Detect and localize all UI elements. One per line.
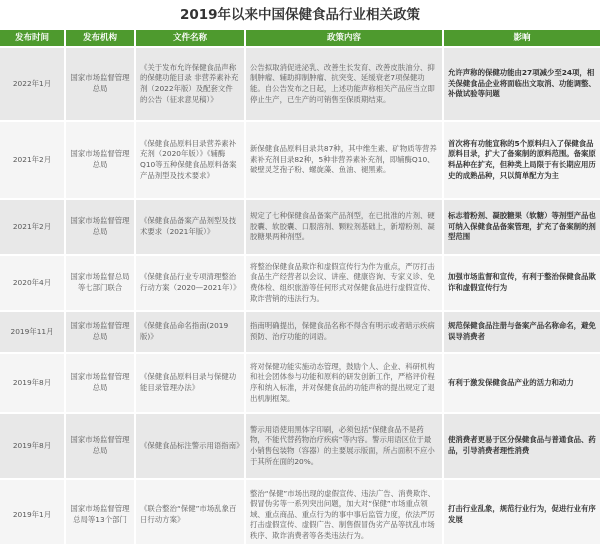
row-impact: 标志着粉剂、凝胶糖果（软糖）等剂型产品也可纳入保健食品备案管理，扩充了备案制的剂型范围	[448, 211, 596, 242]
table-row	[0, 256, 600, 312]
row-org: 国家市场监督管理总局	[66, 48, 136, 120]
row-org: 国家市场监督管理总局	[66, 312, 136, 352]
row-doc: 《保健食品原料目录与保健功能目录管理办法》	[136, 354, 246, 412]
header-doc: 文件名称	[136, 30, 246, 46]
row-date: 2019年8月	[0, 414, 66, 478]
header-date: 发布时间	[0, 30, 66, 46]
row-date: 2022年1月	[0, 48, 66, 120]
row-content: 将整治保健食品欺诈和虚假宣传行为作为重点，严厉打击食品生产经营者以会议、讲座、健康咨询、专家义诊、免费体检、组织旅游等任何形式对保健食品进行虚假宣传、欺诈营销的违法行为。	[246, 256, 444, 310]
row-org: 国家市场监督管理总局	[66, 200, 136, 254]
row-content: 规定了七种保健食品备案产品剂型，在已批准的片剂、硬胶囊、软胶囊、口服溶剂、颗粒剂基础上，新增粉剂、凝胶糖果两种剂型。	[246, 200, 444, 254]
row-org: 国家市场监督管理总局	[66, 354, 136, 412]
row-impact: 规范保健食品注册与备案产品名称命名，避免误导消费者	[448, 321, 596, 341]
row-impact: 有利于激发保健食品产业的活力和动力	[448, 377, 574, 387]
row-date: 2020年4月	[0, 256, 66, 310]
row-doc: 《联合整治“保健”市场乱象百日行动方案》	[136, 480, 246, 544]
row-date: 2019年11月	[0, 312, 66, 352]
row-content: 公告拟取消促进泌乳、改善生长发育、改善皮肤油分、抑制肿瘤、辅助抑制肿瘤、抗突变、延缓衰老7项保健功能。自公告发布之日起，上述功能声称相关产品应当立即停止生产，已生产的可销售至保质期结束。	[246, 48, 444, 120]
table-row	[0, 122, 600, 200]
row-doc: 《保健食品命名指南(2019版)》	[136, 312, 246, 352]
row-doc: 《保健食品备案产品剂型及技术要求（2021年版）》	[136, 200, 246, 254]
page-title: 2019年以来中国保健食品行业相关政策	[179, 7, 421, 23]
table-row	[0, 48, 600, 122]
row-doc: 《关于发布允许保健食品声称的保健功能目录 非营养素补充剂（2022年版）及配套文件的公告（征求意见稿）》	[136, 48, 246, 120]
table-row	[0, 414, 600, 480]
row-date: 2019年1月	[0, 480, 66, 544]
row-doc: 《保健食品标注警示用语指南》	[136, 414, 246, 478]
row-impact: 加强市场监督和宣传，有利于整治保健食品欺诈和虚假宣传行为	[448, 272, 596, 292]
row-date: 2019年8月	[0, 354, 66, 412]
row-impact: 打击行业乱象，规范行业行为，促进行业有序发展	[448, 504, 596, 524]
header-impact: 影响	[513, 33, 531, 43]
row-org: 国家市场监督管理总局	[66, 122, 136, 198]
row-org: 国家市场监督总局等七部门联合	[66, 256, 136, 310]
row-impact: 首次将有功能宣称的5个原料归入了保健食品原料目录，扩大了备案制的原料范围。备案原料品种在扩充，但种类上局限于有长期应用历史的成熟品种，只以简单配方为主	[448, 138, 596, 180]
row-impact: 使消费者更易于区分保健食品与普通食品、药品，引导消费者理性消费	[448, 435, 596, 455]
table-row	[0, 200, 600, 256]
row-content: 将对保健功能实施动态管理，鼓励个人、企业、科研机构和社会团体参与功能和原料的研发创新工作，严格评价程序和纳入标准，并对保健食品的功能声称的提出规定了退出机制框架。	[246, 354, 444, 412]
row-org: 国家市场监督管理总局等13个部门	[66, 480, 136, 544]
header-org: 发布机构	[66, 30, 136, 46]
row-org: 国家市场监督管理总局	[66, 414, 136, 478]
table-row	[0, 312, 600, 354]
row-doc: 《保健食品原料目录营养素补充剂（2020年版）》《辅酶Q10等五种保健食品原料备案产品剂型及技术要求》	[136, 122, 246, 198]
header-content: 政策内容	[246, 30, 444, 46]
table-row	[0, 354, 600, 414]
row-content: 新保健食品原料目录共87种，其中维生素、矿物质等营养素补充剂目录82种，5种非营养素补充剂，即辅酶Q10、破壁灵芝孢子粉、螺旋藻、鱼油、褪黑素。	[246, 122, 444, 198]
row-content: 整治“保健”市场出现的虚假宣传、违法广告、消费欺诈、假冒伪劣等一系列突出问题，加大对“保健”市场重点领域、重点商品、重点行为的事中事后监管力度，依法严厉打击虚假宣传、虚假广告、制售假冒伪劣产品等扰乱市场秩序、欺诈消费者等各类违法行为。	[246, 480, 444, 544]
row-content: 警示用语使用黑体字印刷，必须包括“保健食品不是药物，不能代替药物治疗疾病”等内容。警示用语区位于最小销售包装物（容器）的主要展示版面，所占面积不应小于其所在面的20%。	[246, 414, 444, 478]
row-doc: 《保健食品行业专项清理整治行动方案（2020—2021年）》	[136, 256, 246, 310]
table-row	[0, 480, 600, 544]
row-content: 指南明确提出，保健食品名称不得含有明示或者暗示疾病预防、治疗功能的词语。	[246, 312, 444, 352]
row-date: 2021年2月	[0, 200, 66, 254]
row-date: 2021年2月	[0, 122, 66, 198]
row-impact: 允许声称的保健功能由27项减少至24项，相关保健食品企业将面临出文取消、功能调整、补做试验等问题	[448, 68, 596, 99]
table-header	[0, 30, 600, 48]
policy-table	[0, 30, 600, 544]
